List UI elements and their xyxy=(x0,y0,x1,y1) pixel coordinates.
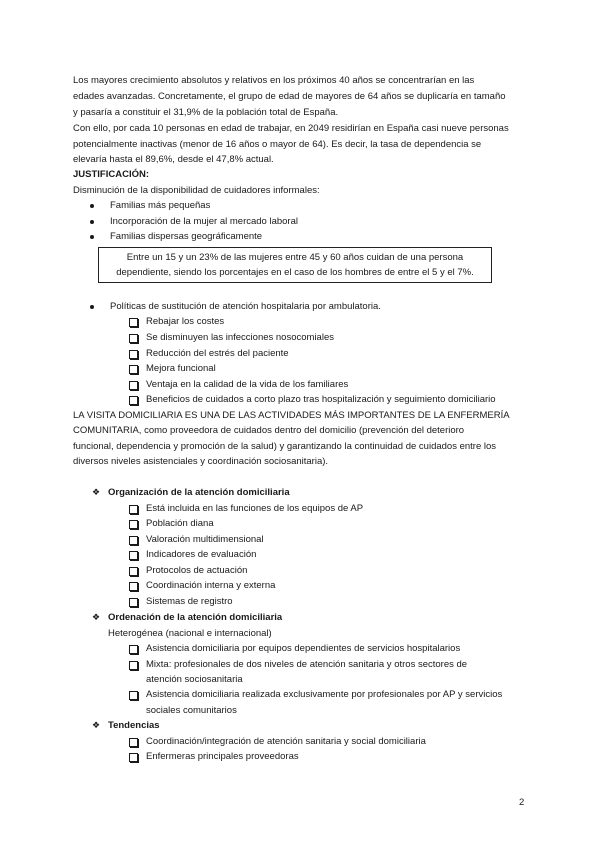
list-item: Enfermeras principales proveedoras xyxy=(146,751,299,762)
checkbox-icon xyxy=(129,365,138,374)
visita-line: COMUNITARIA, como proveedora de cuidados dentro del domicilio (prevención del deterioro xyxy=(73,425,465,436)
justificacion-heading: JUSTIFICACIÓN: xyxy=(73,169,149,180)
intro-line: Con ello, por cada 10 personas en edad de trabajar, en 2049 residirían en España casi nueve personas xyxy=(73,123,509,134)
diamond-bullet-icon: ❖ xyxy=(92,612,101,622)
list-item: Mixta: profesionales de dos niveles de atención sanitaria y otros sectores de xyxy=(146,659,468,670)
list-item: Mejora funcional xyxy=(146,363,216,374)
checkbox-icon xyxy=(129,582,138,591)
list-item: Coordinación/integración de atención sanitaria y social domiciliaria xyxy=(146,736,426,747)
bullet-item: Incorporación de la mujer al mercado laboral xyxy=(110,216,298,227)
visita-line: diversos niveles asistenciales y coordinación sociosanitaria). xyxy=(73,456,329,467)
list-item-continuation: atención sociosanitaria xyxy=(146,674,243,685)
bullet-item: Familias más pequeñas xyxy=(110,200,211,211)
checkbox-icon xyxy=(129,396,138,405)
checkbox-icon xyxy=(129,318,138,327)
page-number: 2 xyxy=(519,797,525,808)
checkbox-icon xyxy=(129,661,138,670)
list-item: Indicadores de evaluación xyxy=(146,549,257,560)
checkbox-icon xyxy=(129,520,138,529)
list-item-continuation: sociales comunitarios xyxy=(146,705,237,716)
intro-line: edades avanzadas. Concretamente, el grupo de edad de mayores de 64 años se duplicaría en tamaño xyxy=(73,91,506,102)
checkbox-icon xyxy=(129,350,138,359)
list-item: Asistencia domiciliaria realizada exclusivamente por profesionales por AP y servicios xyxy=(146,689,503,700)
tendencias-heading: Tendencias xyxy=(108,720,160,731)
list-item: Beneficios de cuidados a corto plazo tras hospitalización y seguimiento domiciliario xyxy=(146,394,496,405)
checkbox-icon xyxy=(129,505,138,514)
callout-line: Entre un 15 y un 23% de las mujeres entre 45 y 60 años cuidan de una persona xyxy=(126,252,464,263)
checkbox-icon xyxy=(129,738,138,747)
list-item: Población diana xyxy=(146,518,214,529)
callout-box xyxy=(98,247,492,283)
visita-line: LA VISITA DOMICILIARIA ES UNA DE LAS ACTIVIDADES MÁS IMPORTANTES DE LA ENFERMERÍA xyxy=(73,410,510,421)
list-item: Protocolos de actuación xyxy=(146,565,248,576)
intro-line: Los mayores crecimiento absolutos y relativos en los próximos 40 años se concentrarían en las xyxy=(73,75,475,86)
list-item: Ventaja en la calidad de la vida de los familiares xyxy=(146,379,349,390)
list-item: Rebajar los costes xyxy=(146,316,225,327)
checkbox-icon xyxy=(129,536,138,545)
list-item: Coordinación interna y externa xyxy=(146,580,276,591)
intro-line: elevaría hasta el 89,6%, desde el 47,8% actual. xyxy=(73,154,274,165)
checkbox-icon xyxy=(129,551,138,560)
ordenacion-subtitle: Heterogénea (nacional e internacional) xyxy=(108,628,272,639)
intro-line: y pasaría a constituir el 31,9% de la población total de España. xyxy=(73,107,339,118)
list-item: Se disminuyen las infecciones nosocomiales xyxy=(146,332,334,343)
bullet-item: Familias dispersas geográficamente xyxy=(110,231,263,242)
callout-line: dependiente, siendo los porcentajes en el caso de los hombres de entre el 5 y el 7%. xyxy=(116,267,474,278)
checkbox-icon xyxy=(129,598,138,607)
diamond-bullet-icon: ❖ xyxy=(92,720,101,730)
checkbox-icon xyxy=(129,381,138,390)
intro-line: potencialmente inactivas (menor de 16 años o mayor de 64). Es decir, la tasa de dependencia se xyxy=(73,139,482,150)
checkbox-icon xyxy=(129,334,138,343)
checkbox-icon xyxy=(129,645,138,654)
checkbox-icon xyxy=(129,691,138,700)
list-item: Sistemas de registro xyxy=(146,596,233,607)
organizacion-heading: Organización de la atención domiciliaria xyxy=(108,487,290,498)
list-item: Está incluida en las funciones de los equipos de AP xyxy=(146,503,364,514)
diamond-bullet-icon: ❖ xyxy=(92,487,101,497)
list-item: Reducción del estrés del paciente xyxy=(146,348,289,359)
list-item: Asistencia domiciliaria por equipos dependientes de servicios hospitalarios xyxy=(146,643,461,654)
politicas-bullet: Políticas de sustitución de atención hospitalaria por ambulatoria. xyxy=(110,301,381,312)
list-item: Valoración multidimensional xyxy=(146,534,264,545)
ordenacion-heading: Ordenación de la atención domiciliaria xyxy=(108,612,283,623)
visita-line: funcional, dependencia y promoción de la salud) y garantizando la continuidad de cuidados entre los xyxy=(73,441,497,452)
checkbox-icon xyxy=(129,567,138,576)
justificacion-subheading: Disminución de la disponibilidad de cuidadores informales: xyxy=(73,185,320,196)
checkbox-icon xyxy=(129,753,138,762)
